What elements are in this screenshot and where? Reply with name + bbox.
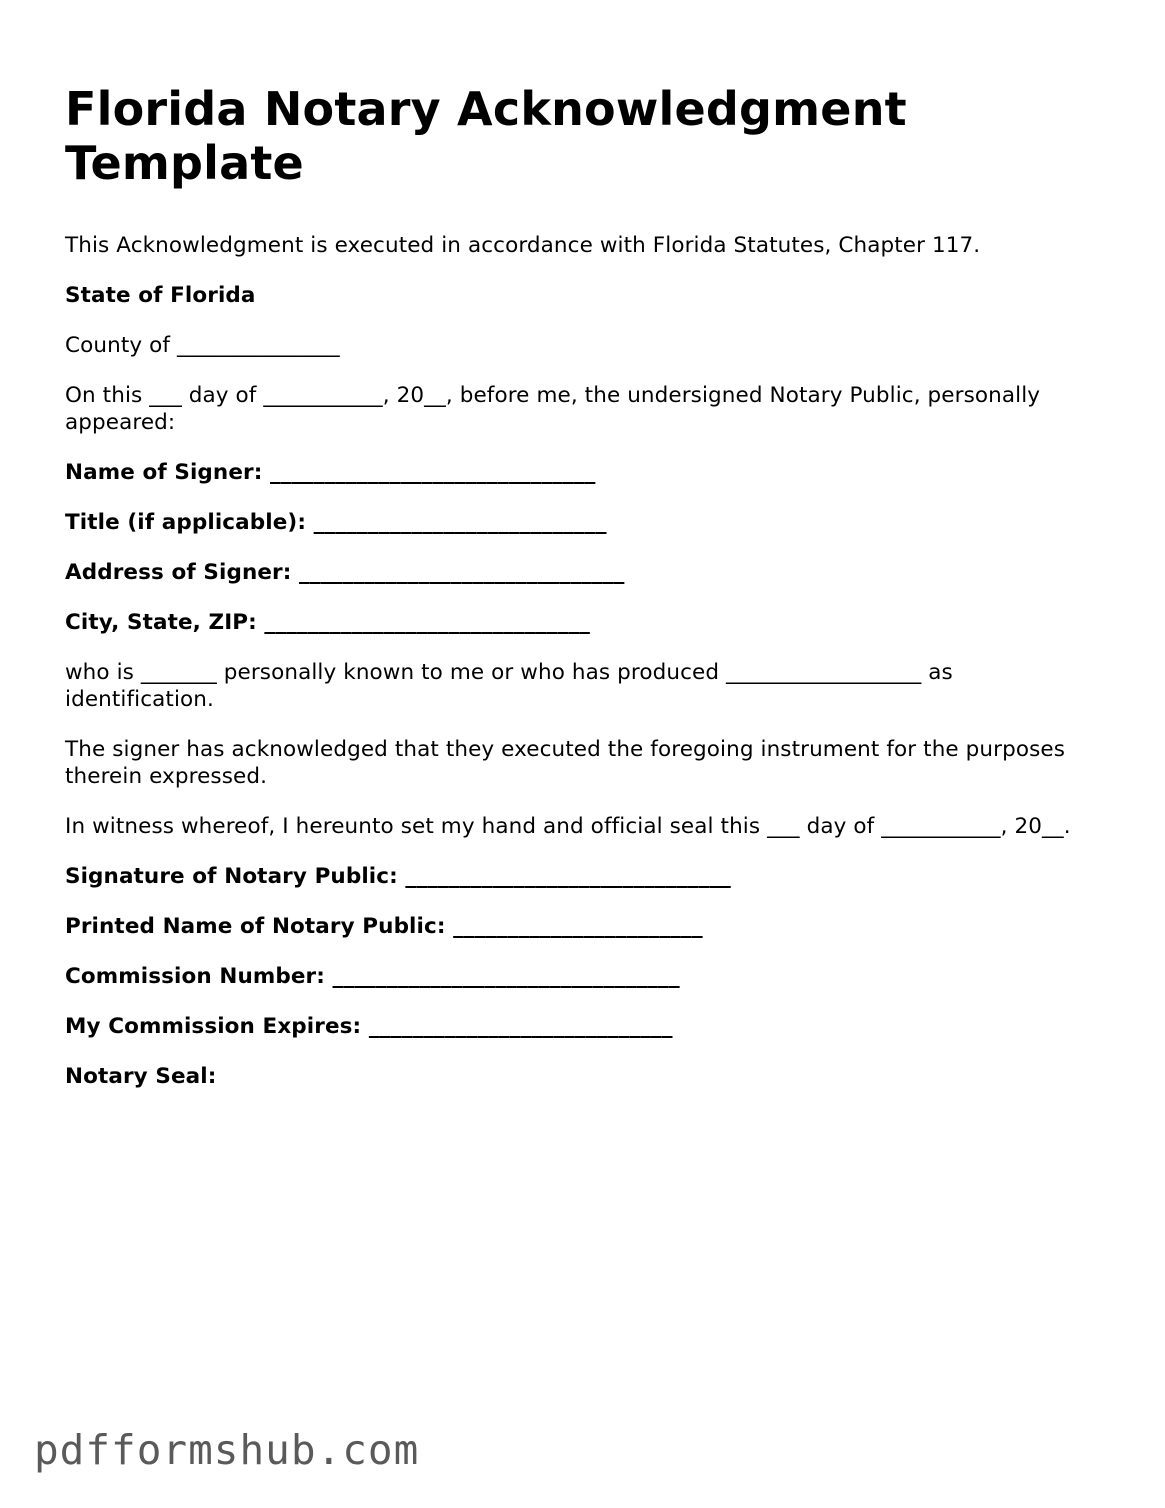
commission-expires-field: My Commission Expires: ____________________________: [65, 1014, 673, 1039]
signature-of-notary-field: Signature of Notary Public: ______________________________: [65, 864, 731, 889]
appearance-line: On this ___ day of ___________, 20__, before me, the undersigned Notary Public, personally appeared:: [65, 383, 1041, 435]
document-page: [65, 82, 1105, 1113]
watermark: pdfformshub.com: [34, 1426, 420, 1474]
city-state-zip-field: City, State, ZIP: ______________________________: [65, 610, 590, 635]
page-title: Florida Notary Acknowledgment Template: [65, 82, 907, 190]
state-heading: State of Florida: [65, 283, 256, 308]
printed-name-of-notary-field: Printed Name of Notary Public: _______________________: [65, 914, 703, 939]
commission-number-field: Commission Number: ________________________________: [65, 964, 680, 989]
notary-seal-label: Notary Seal:: [65, 1064, 217, 1089]
acknowledged-line: The signer has acknowledged that they executed the foregoing instrument for the purposes therein expressed.: [65, 737, 1066, 789]
county-line: County of _______________: [65, 333, 340, 358]
identification-line: who is _______ personally known to me or who has produced __________________ as identification.: [65, 660, 953, 712]
name-of-signer-field: Name of Signer: ______________________________: [65, 460, 596, 485]
title-field: Title (if applicable): ___________________________: [65, 510, 607, 535]
witness-line: In witness whereof, I hereunto set my hand and official seal this ___ day of ___________, 20__.: [65, 814, 1071, 839]
address-of-signer-field: Address of Signer: ______________________________: [65, 560, 625, 585]
intro-text: This Acknowledgment is executed in accordance with Florida Statutes, Chapter 117.: [65, 233, 981, 258]
